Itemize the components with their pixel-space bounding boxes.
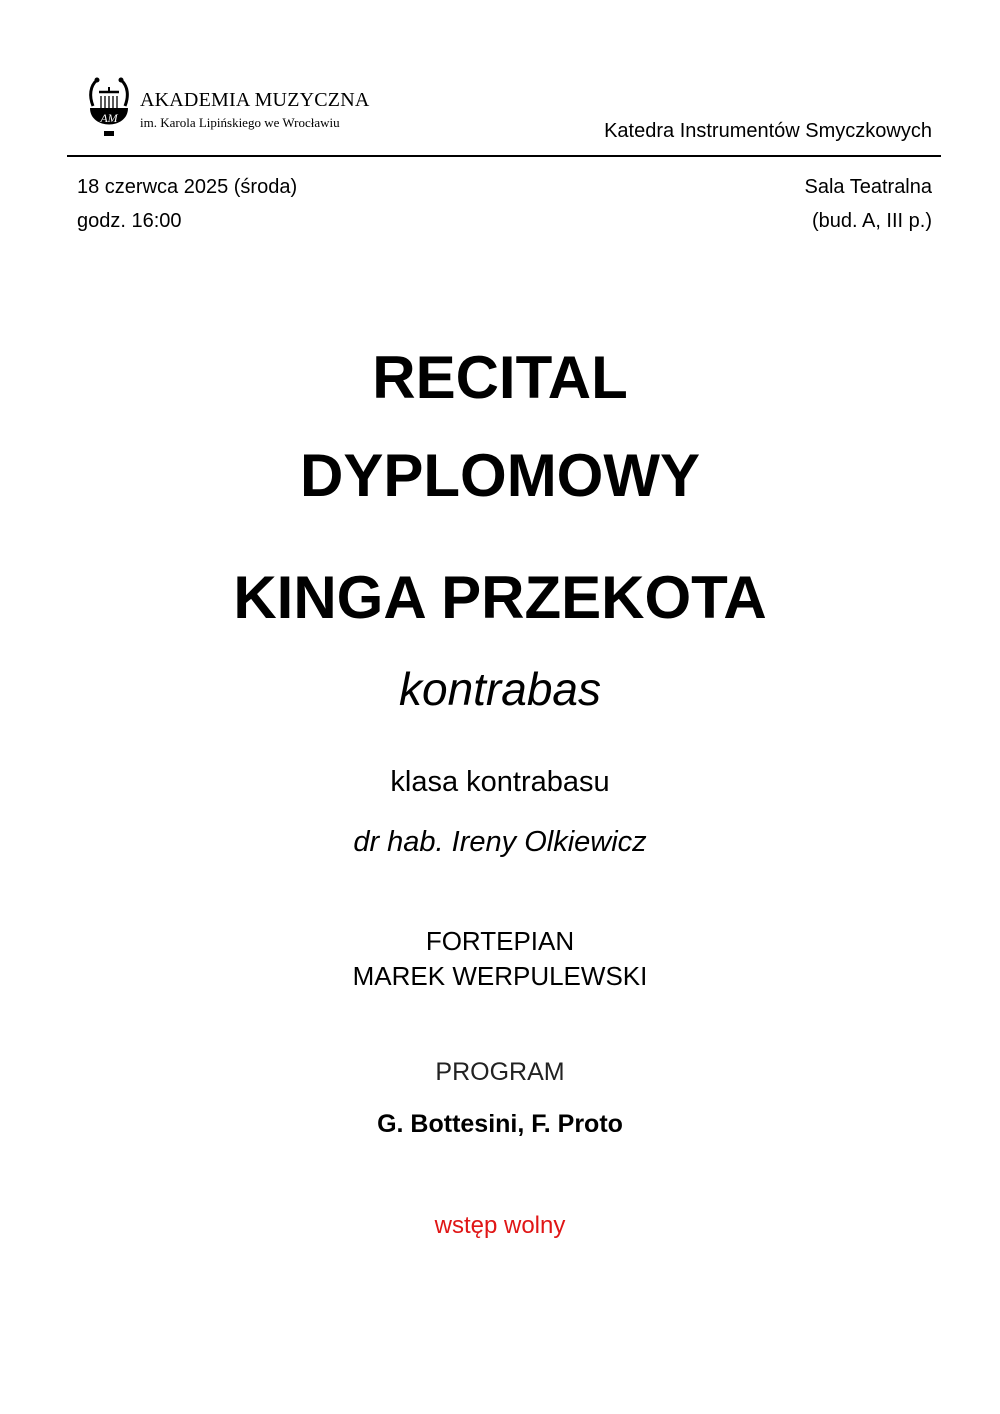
date-block (77, 170, 297, 238)
title-line-2: DYPLOMOWY (300, 442, 700, 509)
event-time: godz. 16:00 (77, 210, 182, 232)
admission-note: wstęp wolny (434, 1212, 566, 1239)
lyre-emblem-icon (84, 76, 134, 138)
teacher-name: dr hab. Ireny Olkiewicz (353, 826, 647, 858)
logo-subtitle: im. Karola Lipińskiego we Wrocławiu (140, 115, 340, 130)
accompaniment-label: FORTEPIAN (425, 926, 575, 956)
academy-logo (84, 76, 404, 140)
venue-name: Sala Teatralna (804, 176, 932, 198)
event-date: 18 czerwca 2025 (środa) (77, 176, 298, 198)
class-label: klasa kontrabasu (390, 766, 610, 798)
svg-text:AM: AM (100, 111, 118, 125)
venue-detail: (bud. A, III p.) (811, 210, 932, 232)
performer-name: KINGA PRZEKOTA (233, 564, 767, 631)
title-line-1: RECITAL (372, 344, 628, 411)
logo-name: AKADEMIA MUZYCZNA (140, 89, 370, 111)
header-divider (67, 155, 941, 157)
program-label: PROGRAM (435, 1058, 565, 1086)
program-composers: G. Bottesini, F. Proto (377, 1110, 623, 1138)
instrument: kontrabas (398, 663, 601, 715)
department-name: Katedra Instrumentów Smyczkowych (604, 120, 932, 142)
venue-block (805, 170, 933, 238)
pianist-name: MAREK WERPULEWSKI (352, 961, 648, 991)
